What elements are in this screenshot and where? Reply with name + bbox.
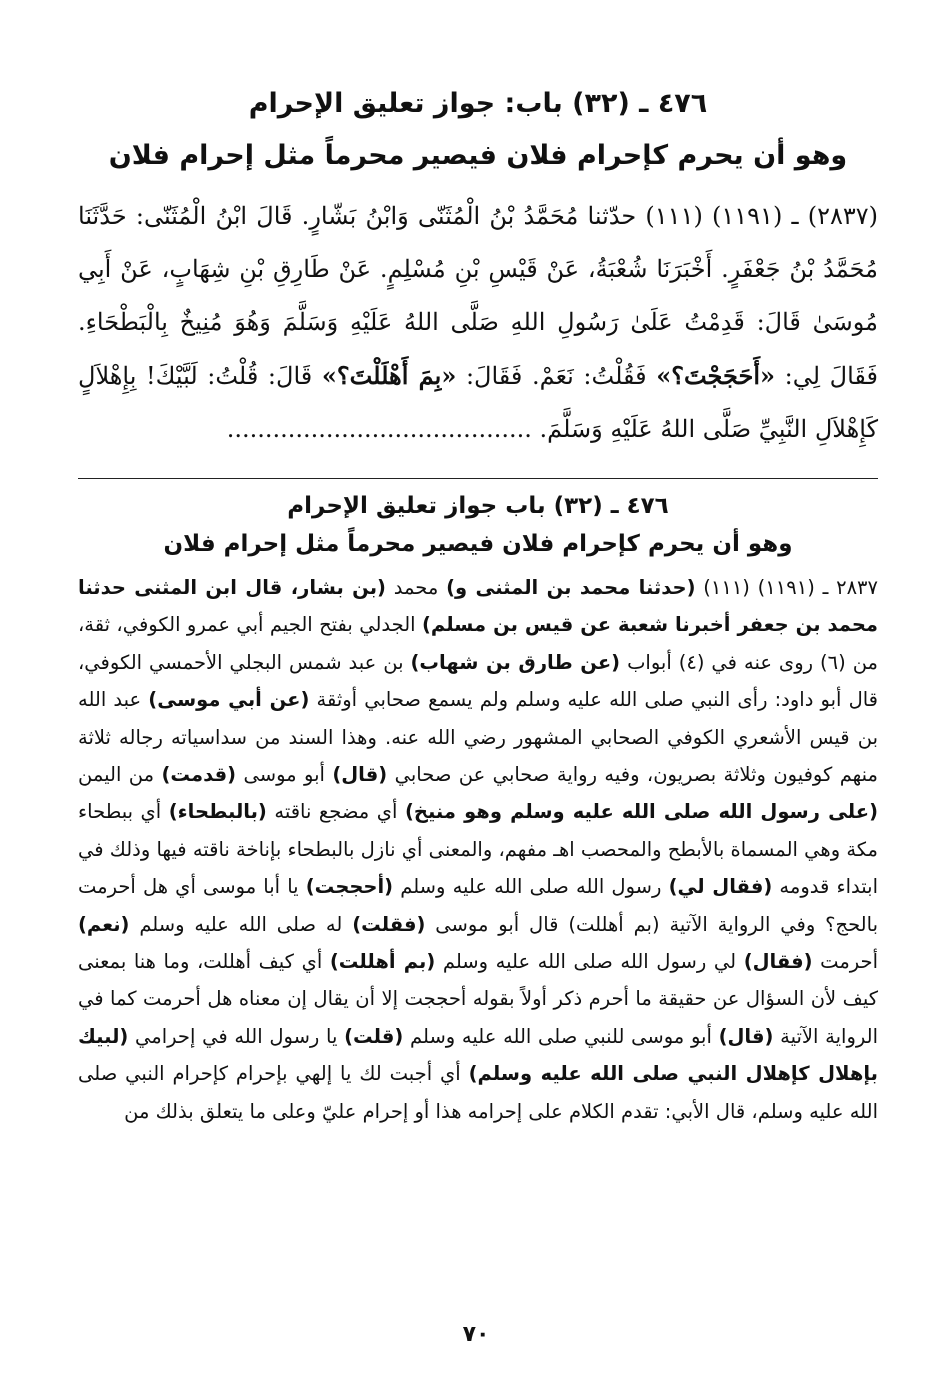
commentary-quote: (قال)	[332, 763, 388, 787]
commentary-quote: (على رسول الله صلى الله عليه وسلم وهو منيخ)	[405, 800, 878, 824]
page-number: ٧٠	[462, 1322, 490, 1347]
commentary-quote: (قال)	[718, 1024, 774, 1048]
hadith-text	[78, 190, 878, 456]
commentary-quote: (بن بشار، قال ابن المثنى حدثنا محمد بن جعفر أخبرنا شعبة عن قيس بن مسلم)	[78, 576, 878, 637]
hadith-chain: (٢٨٣٧) ـ (١١٩١) (١١١) حدّثنا مُحَمَّدُ بْنُ الْمُثَنّى وَابْنُ بَشّارٍ. قَالَ ابْنُ الْمُثَنّى: حَدَّثَنَا مُحَمَّدُ بْنُ جَعْفَرٍ. أَخْبَرَنَا شُعْبَةُ، عَنْ قَيْسِ بْنِ مُسْلِمٍ. عَنْ طَارِقِ بْنِ شِهَابٍ، عَنْ أَبِي مُوسَىٰ قَالَ: قَدِمْتُ عَلَىٰ رَسُولِ اللهِ صَلَّى اللهُ عَلَيْهِ وَسَلَّمَ وَهُوَ مُنِيخٌ بِالْبَطْحَاءِ. فَقَالَ لِي:	[78, 202, 879, 390]
commentary-quote: (حدثنا محمد بن المثنى و)	[446, 576, 696, 599]
commentary-heading	[78, 487, 878, 563]
commentary-segment: أي كيف أهللت، وما هنا بمعنى كيف لأن السؤال عن حقيقة ما أحرم ذكر أولاً بقوله أحججت إلا أن يقال إن معناه هل أحرمت كما في الرواية الآتية	[78, 950, 878, 1048]
commentary-segment: أي مضجع ناقته	[266, 800, 405, 824]
hadith-question-2: «بِمَ أَهْلَلْتَ؟»	[321, 361, 457, 390]
hadith-dots: ........................................	[226, 415, 532, 443]
commentary-quote: (قلت)	[344, 1024, 404, 1048]
commentary-heading-line-2: وهو أن يحرم كإحرام فلان فيصير محرماً مثل إحرام فلان	[163, 531, 793, 557]
hadith-question-1: «أَحَجَجْتَ؟»	[656, 361, 776, 390]
chapter-heading-line-1: ٤٧٦ ـ (٣٢) باب: جواز تعليق الإحرام	[248, 88, 708, 119]
commentary-segment: رسول الله صلى الله عليه وسلم	[393, 875, 669, 899]
commentary-segment: عبد الله بن قيس الأشعري الكوفي الصحابي المشهور رضي الله عنه. وهذا السند من سداسياته رجاله ثلاثة منهم كوفيون وثلاثة بصريون، وفيه رواية صحابي عن صحابي	[78, 688, 878, 787]
commentary-segment: أحرمت	[812, 950, 879, 974]
commentary-quote: (عن أبي موسى)	[148, 688, 310, 712]
commentary-segment: محمد	[385, 576, 447, 599]
commentary-segment: بن عبد شمس البجلي الأحمسي الكوفي، قال أبو داود: رأى النبي صلى الله عليه وسلم ولم يسمع صحابي أوثقة	[78, 650, 878, 712]
commentary-quote: (أحججت)	[305, 875, 394, 899]
commentary-segment: أبو موسى للنبي صلى الله عليه وسلم	[403, 1024, 719, 1048]
commentary-segment: أي أجبت لك يا إلهي بإحرام كإحرام النبي صلى الله عليه وسلم، قال الأبي: تقدم الكلام على إحرامه هذا أو إحرام عليّ وعلى ما يتعلق بذلك من	[78, 1062, 878, 1123]
commentary-quote: (فقال)	[743, 950, 813, 974]
book-page	[78, 78, 878, 1130]
commentary-quote: (فقال لي)	[668, 875, 773, 899]
commentary-text	[78, 569, 878, 1130]
commentary-quote: (لبيك بإهلال كإهلال النبي صلى الله عليه وسلم)	[78, 1024, 878, 1086]
hadith-reply: فَقُلْتُ: نَعَمْ. فَقَالَ:	[456, 362, 657, 390]
commentary-quote: (بالبطحاء)	[168, 800, 267, 824]
commentary-segment: من اليمن	[78, 763, 162, 787]
commentary-quote: (فقلت)	[352, 912, 426, 936]
commentary-quote: (عن طارق بن شهاب)	[410, 650, 621, 674]
chapter-heading-line-2: وهو أن يحرم كإحرام فلان فيصير محرماً مثل إحرام فلان	[108, 140, 848, 171]
commentary-segment: يا رسول الله في إحرامي	[128, 1024, 345, 1048]
commentary-segment: أي ببطحاء مكة وهي المسماة بالأبطح والمحصب اهـ مفهم، والمعنى أي نازل بالبطحاء بإناخة ناقته فيها وذلك في ابتداء قدومه	[78, 800, 879, 899]
commentary-segment: يا أبا موسى أي هل أحرمت بالحج؟ وفي الرواية الآتية (بم أهللت) قال أبو موسى	[78, 875, 878, 936]
commentary-segment: له صلى الله عليه وسلم	[129, 912, 353, 936]
hadith-ending: قَالَ: قُلْتُ: لَبَّيْكَ! بِإِهْلاَلٍ كَإِهْلاَلِ النَّبِيِّ صَلَّى اللهُ عَلَيْهِ وَسَلَّمَ.	[78, 362, 878, 443]
commentary-segment: لي رسول الله صلى الله عليه وسلم	[435, 950, 744, 974]
commentary-quote: (قدمت)	[161, 763, 237, 787]
commentary-segment: أبو موسى	[236, 763, 333, 787]
commentary-quote: (بم أهللت)	[329, 950, 436, 974]
commentary-quote: (نعم)	[78, 912, 130, 936]
commentary-segment: الجدلي بفتح الجيم أبي عمرو الكوفي، ثقة، من (٦) روى عنه في (٤) أبواب	[78, 613, 878, 674]
commentary-heading-line-1: ٤٧٦ ـ (٣٢) باب جواز تعليق الإحرام	[287, 493, 669, 519]
chapter-heading	[78, 78, 878, 182]
commentary-segment: ٢٨٣٧ ـ (١١٩١) (١١١)	[695, 576, 878, 599]
section-divider	[78, 478, 878, 479]
